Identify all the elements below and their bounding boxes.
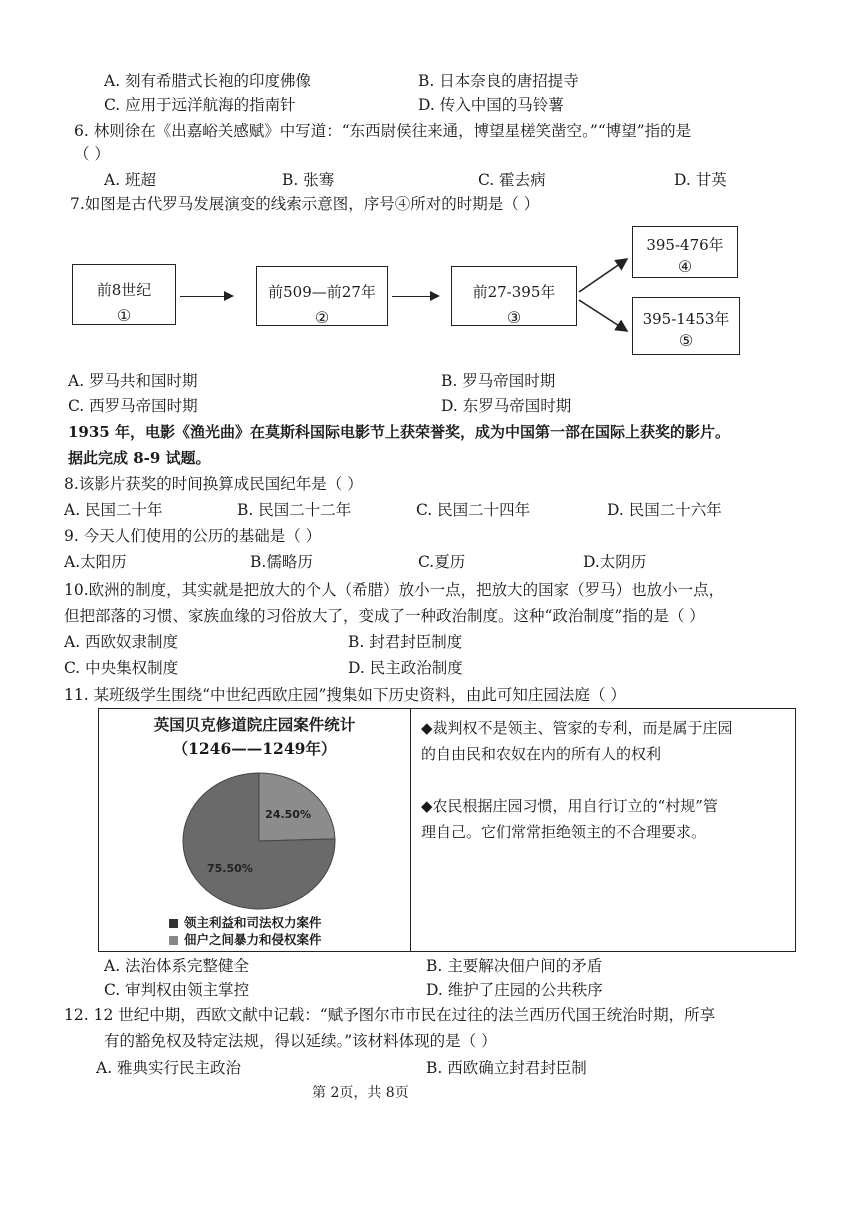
- q8-option-c: C. 民国二十四年: [416, 501, 531, 519]
- q6-option-b: B. 张骞: [282, 171, 335, 189]
- q11-option-d: D. 维护了庄园的公共秩序: [426, 981, 603, 999]
- material-p1-line1: ◆裁判权不是领主、管家的专利，而是属于庄园: [421, 719, 733, 737]
- q6-option-c: C. 霍去病: [478, 171, 546, 189]
- diagram-box-2-period: 前509—前27年: [268, 283, 376, 301]
- q9-option-c: C.夏历: [418, 553, 466, 571]
- legend-swatch-1: [169, 919, 178, 928]
- q10-option-b: B. 封君封臣制度: [348, 633, 463, 651]
- q9-option-b: B.儒略历: [250, 553, 313, 571]
- q5-option-b: B. 日本奈良的唐招提寺: [418, 72, 579, 90]
- pie-label-1: 75.50%: [206, 861, 253, 875]
- diagram-box-5: [632, 297, 740, 355]
- diagram-box-3-number: ③: [506, 308, 522, 327]
- q8-stem: 8.该影片获奖的时间换算成民国纪年是（ ）: [64, 475, 363, 493]
- legend-label-2: 佃户之间暴力和侵权案件: [184, 932, 322, 947]
- material-p2-line2: 理自己。它们常常拒绝领主的不合理要求。: [421, 823, 707, 841]
- q6-option-d: D. 甘英: [674, 171, 727, 189]
- q11-material-table: [98, 708, 796, 952]
- intro-8-9-line2: 据此完成 8-9 试题。: [68, 449, 211, 467]
- material-p2-line1: ◆农民根据庄园习惯，用自行订立的“村规”管: [421, 797, 718, 815]
- chart-subtitle: （1246——1249年）: [172, 739, 337, 758]
- q10-option-a: A. 西欧奴隶制度: [64, 633, 179, 651]
- chart-title: 英国贝克修道院庄园案件统计: [153, 715, 356, 734]
- q7-option-d: D. 东罗马帝国时期: [441, 397, 572, 415]
- q11-option-a: A. 法治体系完整健全: [104, 957, 250, 975]
- q12-stem-line1: 12. 12 世纪中期，西欧文献中记载：“赋予图尔市市民在过往的法兰西历代国王统治时期，所享: [64, 1006, 716, 1024]
- diagram-box-4: [632, 226, 738, 278]
- diagram-box-1-number: ①: [116, 306, 132, 325]
- material-p1-line2: 的自由民和农奴在内的所有人的权利: [421, 745, 662, 763]
- diagram-branch-arrows: [575, 245, 635, 345]
- q10-option-d: D. 民主政治制度: [348, 659, 463, 677]
- q12-option-b: B. 西欧确立封君封臣制: [426, 1059, 587, 1077]
- q10-option-c: C. 中央集权制度: [64, 659, 179, 677]
- q12-stem-line2: 有的豁免权及特定法规，得以延续。”该材料体现的是（ ）: [104, 1032, 497, 1050]
- diagram-box-1: [72, 264, 176, 325]
- q10-stem-line1: 10.欧洲的制度，其实就是把放大的个人（希腊）放小一点，把放大的国家（罗马）也放小一点，: [64, 581, 725, 599]
- diagram-box-3-period: 前27-395年: [472, 283, 556, 301]
- diagram-box-2: [256, 266, 388, 326]
- table-divider: [410, 709, 411, 951]
- pie-chart: [159, 769, 359, 919]
- diagram-arrow-1: [180, 296, 232, 297]
- diagram-arrow-2: [392, 296, 438, 297]
- q12-option-a: A. 雅典实行民主政治: [96, 1059, 242, 1077]
- page-footer: 第 2页，共 8页: [312, 1085, 409, 1101]
- material-paragraph-2: [421, 793, 785, 845]
- q9-option-d: D.太阴历: [583, 553, 647, 571]
- q11-option-c: C. 审判权由领主掌控: [104, 981, 250, 999]
- q6-stem: 6. 林则徐在《出嘉峪关感赋》中写道：“东西尉侯往来通，博望星槎笑凿空。”“博望”指的是: [74, 122, 692, 140]
- q7-option-c: C. 西罗马帝国时期: [68, 397, 198, 415]
- diagram-box-4-number: ④: [677, 257, 693, 276]
- q8-option-d: D. 民国二十六年: [607, 501, 722, 519]
- q6-answer-blank: （ ）: [74, 145, 110, 163]
- legend-swatch-2: [169, 936, 178, 945]
- q7-stem: 7.如图是古代罗马发展演变的线索示意图，序号④所对的时期是（ ）: [70, 195, 540, 213]
- diagram-box-3: [451, 266, 577, 326]
- legend-item-2: [169, 930, 322, 948]
- q11-option-b: B. 主要解决佃户间的矛盾: [426, 957, 603, 975]
- diagram-box-5-period: 395-1453年: [642, 310, 730, 328]
- q7-option-a: A. 罗马共和国时期: [68, 372, 198, 390]
- diagram-box-4-period: 395-476年: [646, 236, 724, 254]
- q8-option-b: B. 民国二十二年: [237, 501, 352, 519]
- pie-label-2: 24.50%: [265, 808, 312, 822]
- pie-slice-2: [259, 773, 335, 841]
- q9-option-a: A.太阳历: [64, 553, 127, 571]
- material-paragraph-1: [421, 715, 785, 767]
- diagram-box-2-number: ②: [314, 308, 330, 327]
- q5-option-a: A. 刻有希腊式长袍的印度佛像: [104, 72, 312, 90]
- legend-label-1: 领主利益和司法权力案件: [184, 915, 322, 930]
- q8-option-a: A. 民国二十年: [64, 501, 163, 519]
- diagram-box-1-period: 前8世纪: [96, 281, 152, 299]
- diagram-box-5-number: ⑤: [678, 331, 694, 350]
- q11-stem: 11. 某班级学生围绕“中世纪西欧庄园”搜集如下历史资料，由此可知庄园法庭（ ）: [64, 686, 626, 704]
- q5-option-c: C. 应用于远洋航海的指南针: [104, 96, 296, 114]
- q10-stem-line2: 但把部落的习惯、家族血缘的习俗放大了，变成了一种政治制度。这种“政治制度”指的是（ ）: [64, 607, 705, 625]
- q5-option-d: D. 传入中国的马铃薯: [418, 96, 564, 114]
- intro-8-9-line1: 1935 年，电影《渔光曲》在莫斯科国际电影节上获荣誉奖，成为中国第一部在国际上获奖的影片。: [68, 423, 730, 441]
- q9-stem: 9. 今天人们使用的公历的基础是（ ）: [64, 527, 322, 545]
- q6-option-a: A. 班超: [104, 171, 157, 189]
- q7-option-b: B. 罗马帝国时期: [441, 372, 556, 390]
- legend-item-1: [169, 913, 322, 931]
